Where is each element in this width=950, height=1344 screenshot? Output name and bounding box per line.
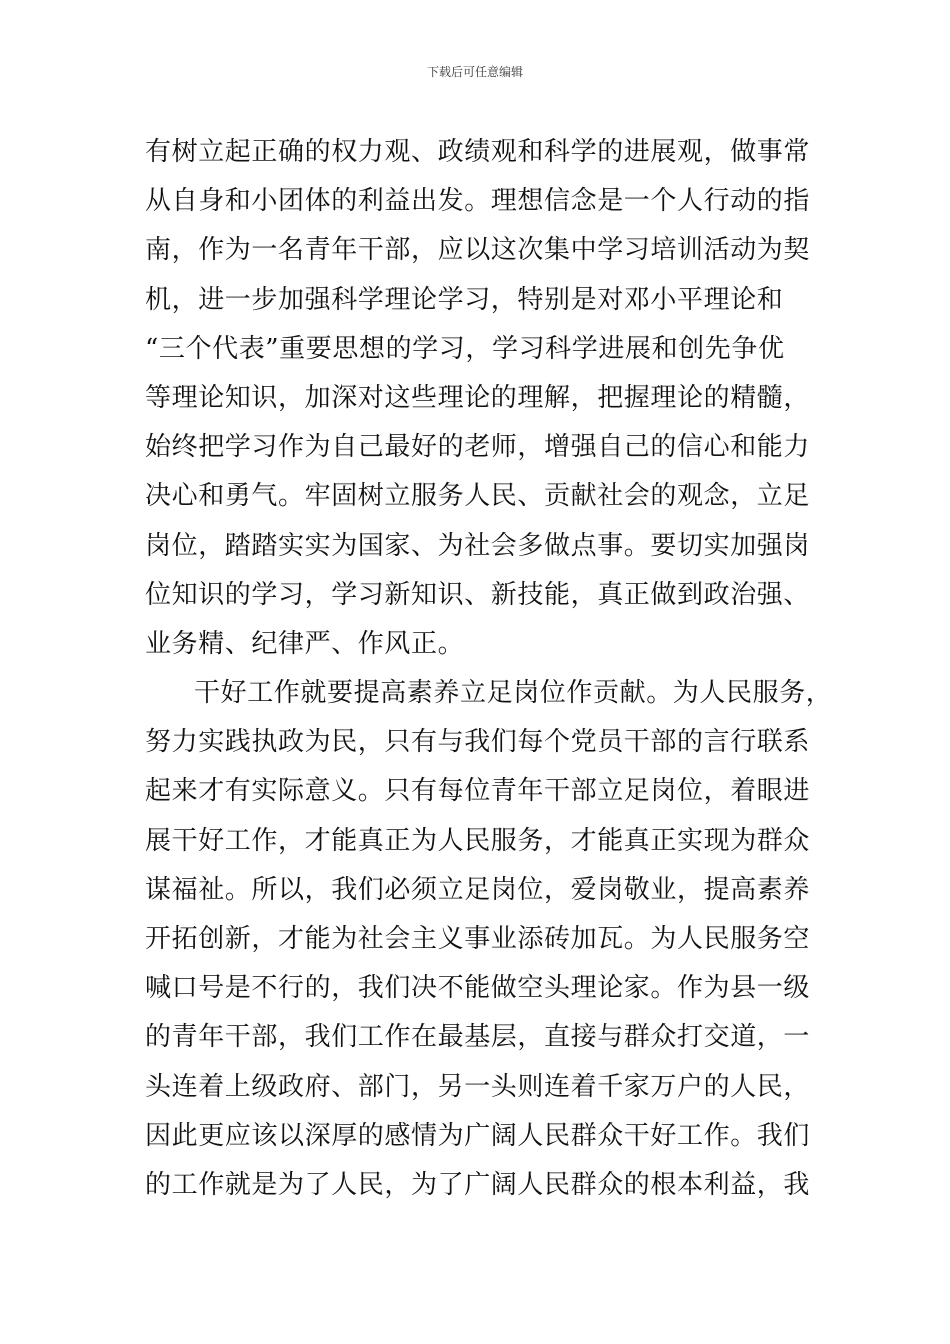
page-header: 下载后可任意编辑 [426, 65, 523, 79]
text-line: 机，进一步加强科学理论学习，特别是对邓小平理论和 [145, 284, 784, 315]
body-text [145, 128, 835, 1210]
text-line: 因此更应该以深厚的感情为广阔人民群众干好工作。我们 [145, 1120, 811, 1151]
text-line: 岗位，踏踏实实为国家、为社会多做点事。要切实加强岗 [145, 530, 811, 561]
text-line: 从自身和小团体的利益出发。理想信念是一个人行动的指 [145, 186, 811, 217]
text-line: 业务精、纪律严、作风正。 [145, 628, 465, 659]
text-line: 谋福祉。所以，我们必须立足岗位，爱岗敬业，提高素养 [145, 874, 811, 905]
text-line: 头连着上级政府、部门，另一头则连着千家万户的人民， [145, 1071, 811, 1102]
text-line: 干好工作就要提高素养立足岗位作贡献。为人民服务， [194, 678, 833, 709]
text-line: 南，作为一名青年干部，应以这次集中学习培训活动为契 [145, 235, 811, 266]
text-line: “三个代表”重要思想的学习，学习科学进展和创先争优 [145, 333, 785, 364]
text-line: 等理论知识，加深对这些理论的理解，把握理论的精髓， [145, 382, 811, 413]
text-line: 努力实践执政为民，只有与我们每个党员干部的言行联系 [145, 727, 811, 758]
text-line: 展干好工作，才能真正为人民服务，才能真正实现为群众 [145, 825, 811, 856]
text-line: 决心和勇气。牢固树立服务人民、贡献社会的观念，立足 [145, 481, 811, 512]
text-line: 起来才有实际意义。只有每位青年干部立足岗位，着眼进 [145, 776, 811, 807]
text-line: 开拓创新，才能为社会主义事业添砖加瓦。为人民服务空 [145, 924, 811, 954]
text-line: 始终把学习作为自己最好的老师，增强自己的信心和能力 [145, 432, 811, 463]
text-line: 有树立起正确的权力观、政绩观和科学的进展观，做事常 [145, 137, 811, 167]
text-line: 的工作就是为了人民，为了广阔人民群众的根本利益，我 [145, 1169, 811, 1200]
text-line: 喊口号是不行的，我们决不能做空头理论家。作为县一级 [145, 973, 811, 1004]
text-line: 位知识的学习，学习新知识、新技能，真正做到政治强、 [145, 579, 811, 610]
text-line: 的青年干部，我们工作在最基层，直接与群众打交道，一 [145, 1022, 811, 1053]
